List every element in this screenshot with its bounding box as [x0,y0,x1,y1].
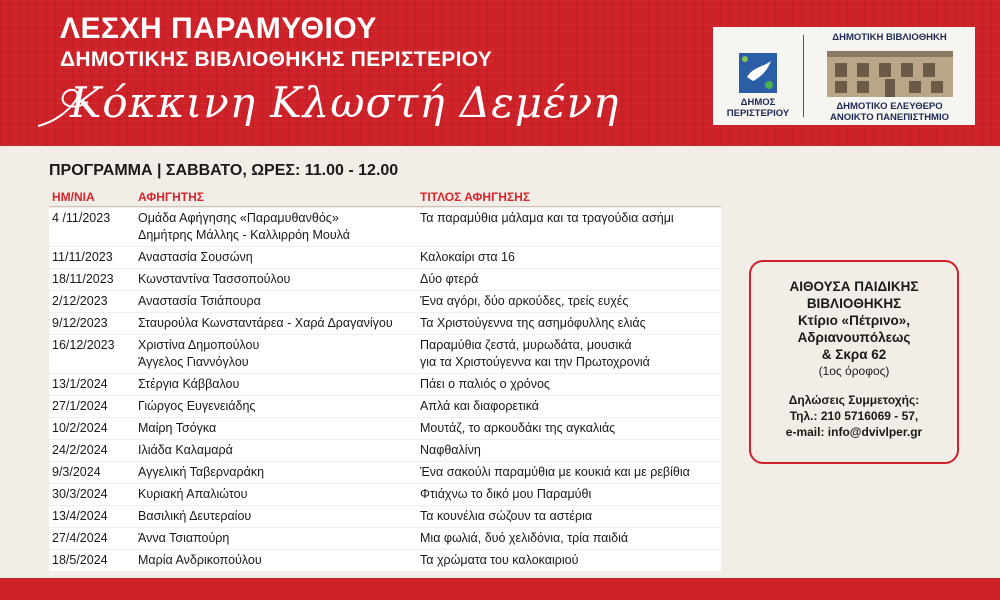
table-body [49,208,721,571]
row-story: Ναφθαλίνη [420,443,481,457]
phone-text: Τηλ.: 210 5716069 - 57, [789,409,919,423]
row-story-cell [420,210,721,244]
row-story-cell [420,486,721,503]
row-narrator-cell [138,337,420,371]
row-narrator: Στέργια Κάββαλου [138,377,240,391]
registration-label: Δηλώσεις Συμμετοχής: [788,393,920,407]
row-narrator: Κωνσταντίνα Τασσοπούλου [138,272,291,286]
program-title: ΠΡΟΓΡΑΜΜΑ | ΣΑΒΒΑΤΟ, ΩΡΕΣ: 11.00 - 12.00 [49,162,399,179]
row-date: 2/12/2023 [52,294,108,308]
header-date: ΗΜ/ΝΙΑ [52,190,95,204]
row-story-cell [420,420,721,437]
row-narrator-cell [138,315,420,332]
table-row [49,269,721,290]
row-story: Δύο φτερά [420,272,479,286]
row-date: 11/11/2023 [52,250,113,264]
row-narrator-cell [138,376,420,393]
header-banner [0,0,1000,146]
row-story-cell [420,398,721,415]
row-date: 18/5/2024 [52,553,108,567]
row-date: 27/1/2024 [52,399,108,413]
row-narrator: Αγγελική Ταβερναράκη [138,465,265,479]
venue-line4: Αδριανουπόλεως [797,330,911,345]
row-story: Απλά και διαφορετικά [420,399,540,413]
row-narrator-cell [138,210,420,244]
header-story: ΤΙΤΛΟΣ ΑΦΗΓΗΣΗΣ [420,190,531,204]
row-narrator: Μαίρη Τσόγκα [138,421,217,435]
row-narrator: Γιώργος Ευγενειάδης [138,399,256,413]
table-row [49,291,721,312]
table-row [49,247,721,268]
row-narrator-cell [138,486,420,503]
row-story-cell [420,271,721,288]
row-story: Καλοκαίρι στα 16 [420,250,515,264]
row-story-cell [420,464,721,481]
table-row [49,440,721,461]
email-text: e-mail: info@dvivlper.gr [785,425,923,439]
row-story: Ένα αγόρι, δύο αρκούδες, τρείς ευχές [420,294,629,308]
open-university-label: ΔΗΜΟΤΙΚΟ ΕΛΕΥΘΕΡΟ ΑΝΟΙΚΤΟ ΠΑΝΕΠΙΣΤΗΜΙΟ [830,101,949,123]
table-row [49,335,721,373]
row-date: 4 /11/2023 [52,211,111,225]
row-narrator-2: Δημήτρης Μάλλης - Καλλιρρόη Μουλά [138,228,350,242]
table-row [49,396,721,417]
row-story-cell [420,442,721,459]
table-row [49,528,721,549]
row-story: Τα κουνέλια σώζουν τα αστέρια [420,509,593,523]
row-story: Φτιάχνω το δικό μου Παραμύθι [420,487,592,501]
title-line2: ΔΗΜΟΤΙΚΗΣ ΒΙΒΛΙΟΘΗΚΗΣ ΠΕΡΙΣΤΕΡΙΟΥ [60,48,493,71]
municipality-label: ΔΗΜΟΣ ΠΕΡΙΣΤΕΡΙΟΥ [726,97,790,119]
table-header [49,190,721,207]
table-row [49,208,721,246]
row-story-cell [420,337,721,371]
stone-building-icon [827,49,953,97]
row-narrator: Μαρία Ανδρικοπούλου [138,553,262,567]
venue-line2: ΒΙΒΛΙΟΘΗΚΗΣ [806,296,902,311]
bottom-stripe [0,578,1000,600]
schedule-table [49,190,721,571]
row-story: Μουτάζ, το αρκουδάκι της αγκαλιάς [420,421,616,435]
table-row [49,462,721,483]
row-narrator: Χριστίνα Δημοπούλου [138,338,260,352]
dove-logo-icon [737,49,779,97]
title-line1: ΛΕΣΧΗ ΠΑΡΑΜΥΘΙΟΥ [60,12,377,45]
row-narrator: Σταυρούλα Κωνσταντάρεα - Χαρά Δραγανίγου [138,316,393,330]
header-narrator: ΑΦΗΓΗΤΗΣ [138,190,204,204]
row-story: Τα Χριστούγεννα της ασημόφυλλης ελιάς [420,316,646,330]
venue-info-box [749,260,959,464]
row-story-cell [420,508,721,525]
row-narrator: Ομάδα Αφήγησης «Παραμυθανθός» [138,211,339,225]
municipality-logo [713,27,803,125]
row-story-cell [420,530,721,547]
row-date: 16/12/2023 [52,338,115,352]
row-narrator-cell [138,530,420,547]
row-narrator-cell [138,508,420,525]
table-row [49,506,721,527]
row-narrator-cell [138,398,420,415]
row-date: 9/3/2024 [52,465,101,479]
logo-box [713,27,975,125]
row-story-2: για τα Χριστούγεννα και την Πρωτοχρονιά [420,355,650,369]
row-narrator: Ιλιάδα Καλαμαρά [138,443,233,457]
row-narrator-cell [138,249,420,266]
row-narrator: Βασιλική Δευτεραίου [138,509,252,523]
row-narrator: Αναστασία Τσιάπουρα [138,294,261,308]
row-story-cell [420,249,721,266]
library-logo [804,27,975,125]
row-narrator-cell [138,552,420,569]
row-date: 9/12/2023 [52,316,108,330]
row-story-2 [420,227,721,244]
venue-line5: & Σκρα 62 [821,347,887,362]
row-narrator-2: Άγγελος Γιαννόγλου [138,355,249,369]
row-narrator: Κυριακή Απαλιώτου [138,487,248,501]
row-date: 24/2/2024 [52,443,108,457]
row-narrator-cell [138,464,420,481]
row-story-cell [420,293,721,310]
row-narrator: Άννα Τσιαπούρη [138,531,230,545]
row-story-cell [420,376,721,393]
table-row [49,374,721,395]
table-row [49,418,721,439]
row-narrator: Αναστασία Σουσώνη [138,250,253,264]
row-story: Παραμύθια ζεστά, μυρωδάτα, μουσικά [420,338,632,352]
venue-line3: Κτίριο «Πέτρινο», [797,313,911,328]
row-narrator-cell [138,271,420,288]
table-row [49,313,721,334]
row-date: 18/11/2023 [52,272,114,286]
row-date: 30/3/2024 [52,487,108,501]
row-story: Μια φωλιά, δυό χελιδόνια, τρία παιδιά [420,531,629,545]
library-label: ΔΗΜΟΤΙΚΗ ΒΙΒΛΙΟΘΗΚΗ [832,32,947,43]
row-story-cell [420,315,721,332]
subtitle-script: Κόκκινη Κλωστή Δεμένη [70,78,620,127]
row-date: 10/2/2024 [52,421,108,435]
row-story: Πάει ο παλιός ο χρόνος [420,377,550,391]
venue-line1: ΑΙΘΟΥΣΑ ΠΑΙΔΙΚΗΣ [789,279,919,294]
row-date: 13/1/2024 [52,377,108,391]
table-row [49,550,721,571]
table-row [49,484,721,505]
venue-line6: (1ος όροφος) [818,364,890,378]
row-date: 27/4/2024 [52,531,108,545]
row-narrator-cell [138,442,420,459]
row-narrator-cell [138,420,420,437]
row-narrator-cell [138,293,420,310]
row-date: 13/4/2024 [52,509,108,523]
row-story: Τα χρώματα του καλοκαιριού [420,553,579,567]
row-story: Ένα σακούλι παραμύθια με κουκιά και με ρεβίθια [420,465,690,479]
row-story: Τα παραμύθια μάλαμα και τα τραγούδια ασήμι [420,211,674,225]
row-story-cell [420,552,721,569]
